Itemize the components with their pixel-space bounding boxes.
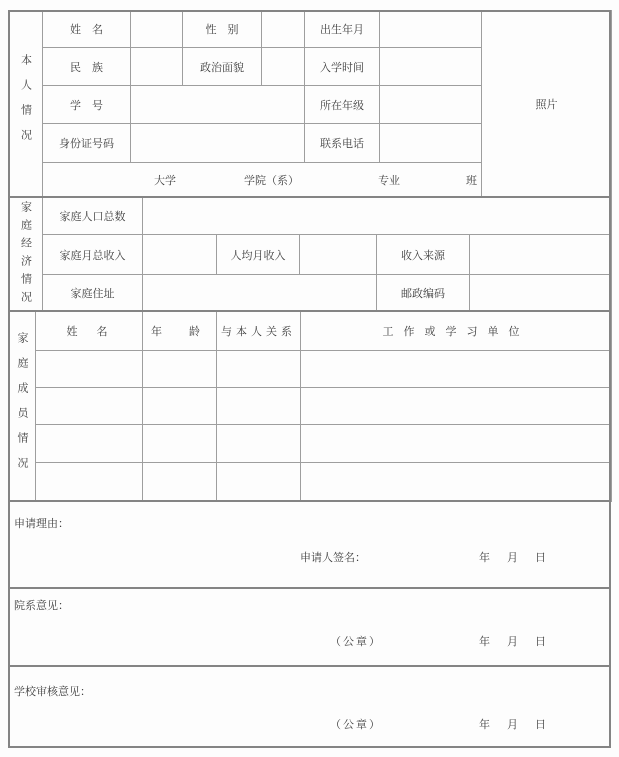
phone-label: 联系电话 — [320, 138, 364, 150]
member-col-name-label: 姓 名 — [66, 326, 112, 338]
section-header-economy-label: 家庭经济情况 — [19, 200, 32, 309]
monthly-income-label: 家庭月总收入 — [59, 249, 126, 262]
postcode-label: 邮政编码 — [401, 288, 445, 300]
ethnicity-label: 民 族 — [70, 61, 103, 74]
grade-label: 所在年级 — [320, 99, 364, 112]
photo-label: 照片 — [535, 99, 558, 111]
per-capita-label: 人均月收入 — [230, 249, 286, 262]
name-label: 姓 名 — [70, 24, 103, 36]
enroll-time-label: 入学时间 — [320, 61, 364, 74]
university-suffix-label: 大学 — [154, 175, 176, 187]
department-opinion-label: 院系意见： — [14, 600, 69, 612]
section-header-personal-label: 本人情况 — [19, 54, 32, 154]
class-suffix-label: 班 — [466, 175, 477, 187]
table-outer-border — [8, 10, 611, 748]
income-source-label: 收入来源 — [401, 249, 445, 262]
birth-label: 出生年月 — [320, 24, 364, 36]
political-status-label: 政治面貌 — [200, 61, 244, 74]
department-date-label: 年 月 日 — [479, 636, 549, 648]
section-header-members-label: 家庭成员情况 — [16, 331, 28, 482]
id-card-label: 身份证号码 — [59, 138, 114, 150]
member-col-workunit-label: 工作或学习单位 — [382, 326, 530, 338]
gender-label: 性 别 — [205, 24, 239, 36]
student-id-label: 学 号 — [70, 99, 103, 112]
member-col-relation-label: 与本人关系 — [221, 326, 296, 338]
school-date-label: 年 月 日 — [479, 719, 549, 731]
college-suffix-label: 学院（系） — [244, 175, 299, 187]
address-label: 家庭住址 — [70, 288, 115, 300]
school-opinion-label: 学校审核意见： — [14, 686, 91, 698]
population-label: 家庭人口总数 — [59, 211, 126, 223]
apply-reason-label: 申请理由： — [14, 518, 69, 530]
applicant-signature-label: 申请人签名： — [300, 552, 366, 564]
department-seal-label: （公章） — [330, 636, 382, 648]
school-seal-label: （公章） — [330, 719, 382, 731]
major-suffix-label: 专业 — [378, 175, 400, 187]
member-col-age-label: 年 龄 — [151, 326, 208, 338]
apply-date-label: 年 月 日 — [479, 552, 549, 564]
